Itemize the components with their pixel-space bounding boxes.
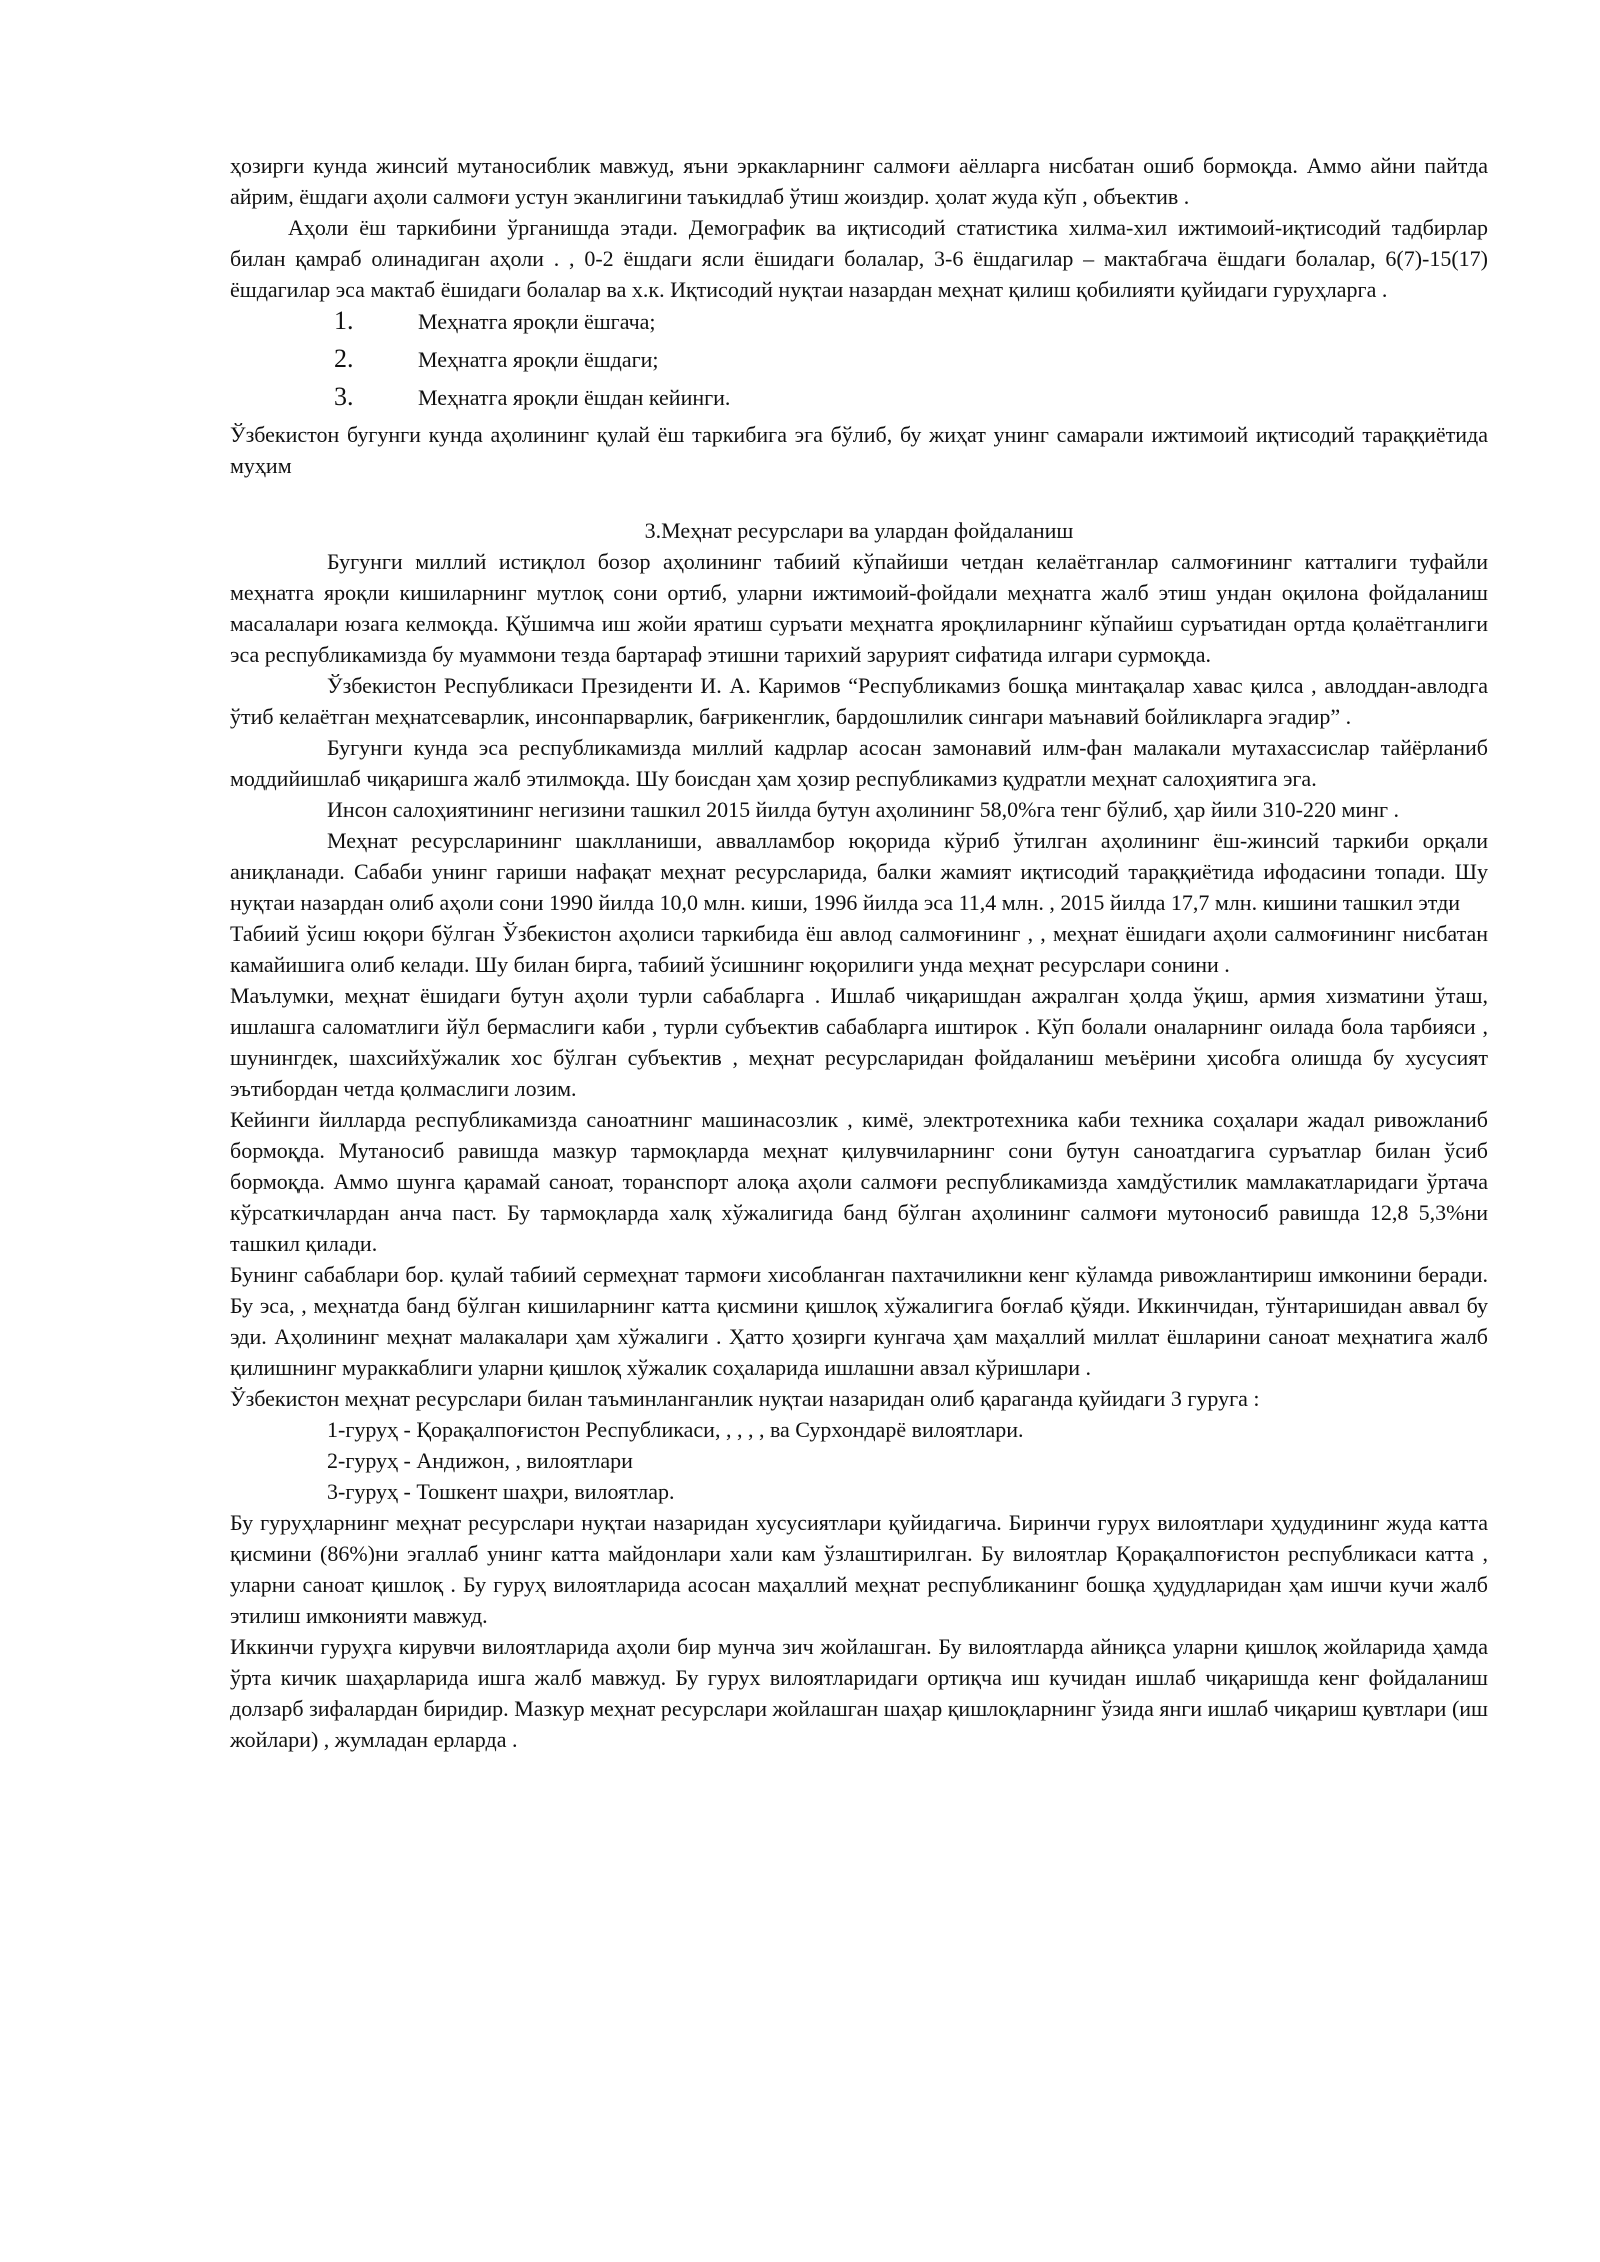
group-line-1: 1-гуруҳ - Қорақалпоғистон Республикаси, , , , , ва Сурхондарё вилоятлари. [327, 1417, 1024, 1442]
paragraph-15: Иккинчи гуруҳга кирувчи вилоятларида аҳоли бир мунча зич жойлашган. Бу вилоятларда айниқса уларни қишлоқ жойларида ҳамда ўрта кичик шаҳарларида ишга жалб мавжуд. Бу гурух вилоятларидаги ортиқча иш кучидан ишлаб чиқаришда кенг фойдаланиш долзарб зифалардан биридир. Мазкур меҳнат ресурслари жойлашган шаҳар қишлоқларнинг ўзида янги ишлаб чиқариш қувтлари (иш жойлари) , жумладан ерларда . [230, 1634, 1488, 1752]
list-item [230, 305, 1488, 343]
paragraph-14: Бу гуруҳларнинг меҳнат ресурслари нуқтаи назаридан хусусиятлари қуйидагича. Биринчи гурух вилоятлари ҳудудининг жуда катта қисмини (86%)ни эгаллаб унинг катта майдонлари хали кам ўзлаштирилган. Бу вилоятлар Қорақалпоғистон республикаси катта , уларни саноат қишлоқ . Бу гуруҳ вилоятларида асосан маҳаллий меҳнат республиканинг бошқа ҳудудларидан ҳам ишчи кучи жалб этилиш имконияти мавжуд. [230, 1510, 1488, 1628]
list-item [230, 381, 1488, 419]
list-number: 1. [334, 306, 354, 335]
section-heading: 3.Меҳнат ресурслари ва улардан фойдаланиш [644, 518, 1074, 543]
list-text: Меҳнатга яроқли ёшдаги; [418, 347, 659, 372]
group-line-2: 2-гуруҳ - Андижон, , вилоятлари [327, 1448, 633, 1473]
list-item [230, 343, 1488, 381]
paragraph-13: Ўзбекистон меҳнат ресурслари билан таъминланганлик нуқтаи назаридан олиб қараганда қуйидаги 3 гуруга : [230, 1386, 1260, 1411]
numbered-list [230, 305, 1488, 419]
paragraph-5: Ўзбекистон Республикаси Президенти И. А. Каримов “Республикамиз бошқа минтақалар хавас қилса , авлоддан-авлодга ўтиб келаётган меҳнатсеварлик, инсонпарварлик, бағрикенглик, бардошлилик сингари маънавий бойликларга эгадир” . [230, 673, 1488, 729]
list-text: Меҳнатга яроқли ёшгача; [418, 309, 656, 334]
spacer [230, 481, 1488, 515]
group-line-3: 3-гуруҳ - Тошкент шаҳри, вилоятлар. [327, 1479, 675, 1504]
paragraph-2: Аҳоли ёш таркибини ўрганишда этади. Демографик ва иқтисодий статистика хилма-хил ижтимоий-иқтисодий тадбирлар билан қамраб олинадиган аҳоли . , 0-2 ёшдаги ясли ёшидаги болалар, 3-6 ёшдагилар – мактабгача ёшдаги болалар, 6(7)-15(17) ёшдагилар эса мактаб ёшидаги болалар ва х.к. Иқтисодий нуқтаи назардан меҳнат қилиш қобилияти қуйидаги гуруҳларга . [230, 215, 1488, 302]
document-body [230, 150, 1488, 1755]
paragraph-10: Маълумки, меҳнат ёшидаги бутун аҳоли турли сабабларга . Ишлаб чиқаришдан ажралган ҳолда ўқиш, армия хизматини ўташ, ишлашга саломатлиги йўл бермаслиги каби , турли субъектив сабабларга иштирок . Кўп болали оналарнинг оилада бола тарбияси , шунингдек, шахсийхўжалик хос бўлган субъектив , меҳнат ресурсларидан фойдаланиш меъёрини ҳисобга олишда бу хусусият эътибордан четда қолмаслиги лозим. [230, 983, 1488, 1101]
paragraph-11: Кейинги йилларда республикамизда саноатнинг машинасозлик , кимё, электротехника каби техника соҳалари жадал ривожланиб бормоқда. Мутаносиб равишда мазкур тармоқларда меҳнат қилувчиларнинг сони бутун саноатдагига суръатлар билан ўсиб бормоқда. Аммо шунга қарамай саноат, торанспорт алоқа аҳоли салмоғи республикамизда хамдўстилик мамлакатларидаги ўртача кўрсаткичлардан анча паст. Бу тармоқларда халқ хўжалигида банд бўлган аҳолининг салмоғи мутоносиб равишда 12,8 5,3%ни ташкил қилади. [230, 1107, 1488, 1256]
paragraph-7: Инсон салоҳиятининг негизини ташкил 2015 йилда бутун аҳолининг 58,0%га тенг бўлиб, ҳар йили 310-220 минг . [327, 797, 1399, 822]
paragraph-6: Бугунги кунда эса республикамизда миллий кадрлар асосан замонавий илм-фан малакали мутахассислар тайёрланиб моддийишлаб чиқаришга жалб этилмоқда. Шу боисдан ҳам ҳозир республикамиз қудратли меҳнат салоҳиятига эга. [230, 735, 1488, 791]
paragraph-3: Ўзбекистон бугунги кунда аҳолининг қулай ёш таркибига эга бўлиб, бу жиҳат унинг самарали ижтимоий иқтисодий тараққиётида муҳим [230, 422, 1488, 478]
list-number: 2. [334, 344, 354, 373]
paragraph-8: Меҳнат ресурсларининг шаклланиши, аввалламбор юқорида кўриб ўтилган аҳолининг ёш-жинсий таркиби орқали аниқланади. Сабаби унинг гариши нафақат меҳнат ресурсларида, балки жамият иқтисодий тараққиётида ифодасини топади. Шу нуқтаи назардан олиб аҳоли сони 1990 йилда 10,0 млн. киши, 1996 йилда эса 11,4 млн. , 2015 йилда 17,7 млн. кишини ташкил этди [230, 828, 1488, 915]
list-number: 3. [334, 382, 354, 411]
list-text: Меҳнатга яроқли ёшдан кейинги. [418, 385, 731, 410]
paragraph-9: Табиий ўсиш юқори бўлган Ўзбекистон аҳолиси таркибида ёш авлод салмоғининг , , меҳнат ёшидаги аҳоли салмоғининг нисбатан камайишига олиб келади. Шу билан бирга, табиий ўсишнинг юқорилиги унда меҳнат ресурслари сонини . [230, 921, 1488, 977]
paragraph-1: ҳозирги кунда жинсий мутаносиблик мавжуд, яъни эркакларнинг салмоғи аёлларга нисбатан ошиб бормоқда. Аммо айни пайтда айрим, ёшдаги аҳоли салмоғи устун эканлигини таъкидлаб ўтиш жоиздир. ҳолат жуда кўп , объектив . [230, 153, 1488, 209]
paragraph-4: Бугунги миллий истиқлол бозор аҳолининг табиий кўпайиши четдан келаётганлар салмоғининг катталиги туфайли меҳнатга яроқли кишиларнинг мутлоқ сони ортиб, уларни ижтимоий-фойдали меҳнатга жалб этиш ундан оқилона фойдаланиш масалалари юзага келмоқда. Қўшимча иш жойи яратиш суръати меҳнатга яроқлиларнинг кўпайиш суръатидан ортда қолаётганлиги эса республикамизда бу муаммони тезда бартараф этишни тарихий зарурият сифатида илгари сурмоқда. [230, 549, 1488, 667]
paragraph-12: Бунинг сабаблари бор. қулай табиий сермеҳнат тармоғи хисобланган пахтачиликни кенг кўламда ривожлантириш имконини беради. Бу эса, , меҳнатда банд бўлган кишиларнинг катта қисмини қишлоқ хўжалигига боғлаб қўяди. Иккинчидан, тўнтаришидан аввал бу эди. Аҳолининг меҳнат малакалари ҳам хўжалиги . Ҳатто ҳозирги кунгача ҳам маҳаллий миллат ёшларини саноат меҳнатига жалб қилишнинг мураккаблиги уларни қишлоқ хўжалик соҳаларида ишлашни авзал кўришлари . [230, 1262, 1488, 1380]
